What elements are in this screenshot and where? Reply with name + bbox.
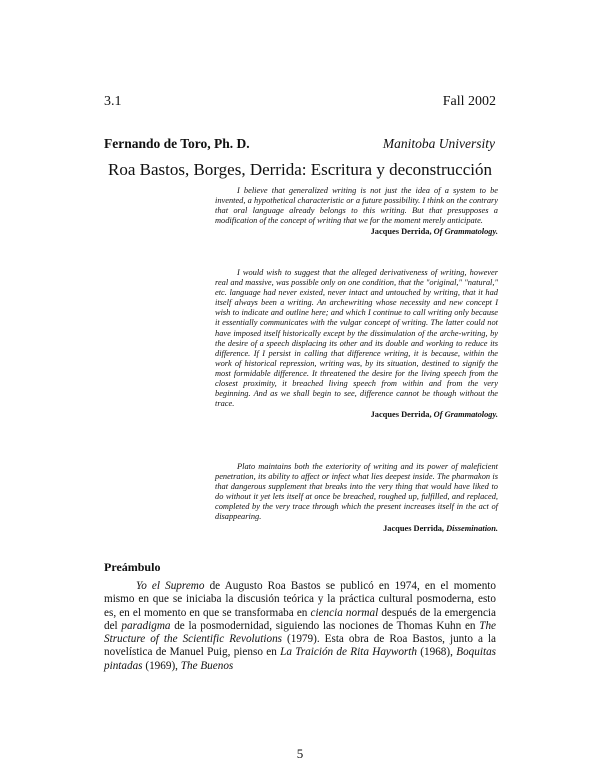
epigraph-work: Dissemination. — [446, 523, 498, 533]
author-name: Fernando de Toro, Ph. D. — [104, 136, 250, 151]
epigraph-attribution — [215, 410, 498, 420]
epigraph-1 — [215, 186, 498, 237]
epigraph-attribution — [215, 227, 498, 237]
issue-label: Fall 2002 — [442, 94, 496, 109]
body-text-run: de la posmodernidad, siguiendo las nociones de Thomas Kuhn en — [170, 619, 480, 632]
page-number: 5 — [296, 746, 304, 761]
body-text-run: (1968), — [417, 646, 457, 659]
byline — [104, 136, 495, 152]
epigraph-attribution — [215, 524, 498, 534]
section-number: 3.1 — [104, 94, 122, 109]
body-text-run: de Augusto Roa Bastos se publicó en 1974, en el momento mismo en que se iniciaba la discusión teórica y la práctica cultural posmoderna, esto es, en el momento en que se transformaba en — [104, 580, 496, 619]
body-text-run: (1969), — [142, 659, 181, 672]
section-heading: Preámbulo — [104, 560, 161, 574]
epigraph-author: Jacques Derrida, — [370, 227, 432, 237]
epigraph-text: Plato maintains both the exteriority of writing and its power of maleficient penetration, its ability to affect or infect what lies deepest inside. The pharmakon is that dangerous supplement that breaks into the very thing that would have liked to do without it yet lets itself at once be breached, roughed up, fulfilled, and replaced, completed by the very trace through which the present increases itself in the act of disappearing. — [215, 462, 498, 522]
epigraph-text: I would wish to suggest that the alleged derivativeness of writing, however real and massive, was possible only on one condition, that the "original," "natural," etc. language had never existed, never intact and untouched by writing, that it had itself always been a writing. An archewriting whose necessity and new concept I wish to indicate and outline here; and which I continue to call writing only because it essentially communicates with the vulgar concept of writing. The latter could not have imposed itself historically except by the dissimulation of the arche-writing, by the desire of a speech displacing its other and its double and working to reduce its difference. If I persist in calling that difference writing, it is because, within the work of historical repression, writing was, by its situation, destined to signify the most formidable difference. It threatened the desire for the living speech from the closest proximity, it breached living speech from within and from the very beginning. And as we shall begin to see, difference cannot be though without the trace. — [215, 268, 498, 409]
epigraph-work: Of Grammatology. — [433, 227, 498, 237]
epigraph-author: Jacques Derrida, — [370, 410, 432, 420]
work-title: The Buenos — [180, 659, 234, 672]
term: ciencia normal — [310, 606, 379, 619]
epigraph-author: Jacques Derrida, — [383, 523, 445, 533]
work-title: Boquitas pintadas — [104, 646, 497, 672]
work-title: Yo el Supremo — [136, 580, 205, 592]
term: paradigma — [121, 619, 171, 632]
epigraph-3 — [215, 462, 498, 534]
work-title: La Traición de Rita Hayworth — [280, 646, 417, 659]
institution-name: Manitoba University — [382, 136, 495, 151]
work-title: The Structure of the Scientific Revolutions — [104, 619, 496, 646]
epigraph-text: I believe that generalized writing is not just the idea of a system to be invented, a hypothetical characteristic or a future possibility. I think on the contrary that oral language already belongs to this writing. But that presupposes a modification of the concept of writing that we for the moment merely anticipate. — [215, 186, 498, 226]
epigraph-work: Of Grammatology. — [433, 410, 498, 420]
article-title: Roa Bastos, Borges, Derrida: Escritura y deconstrucción — [108, 160, 492, 179]
body-paragraph — [104, 580, 496, 673]
epigraph-2 — [215, 268, 498, 420]
body-text-run: (1979). Esta obra de Roa Bastos, junto a la novelística de Manuel Puig, pienso en — [104, 633, 496, 659]
body-text-run: después de la emergencia del — [104, 606, 497, 632]
